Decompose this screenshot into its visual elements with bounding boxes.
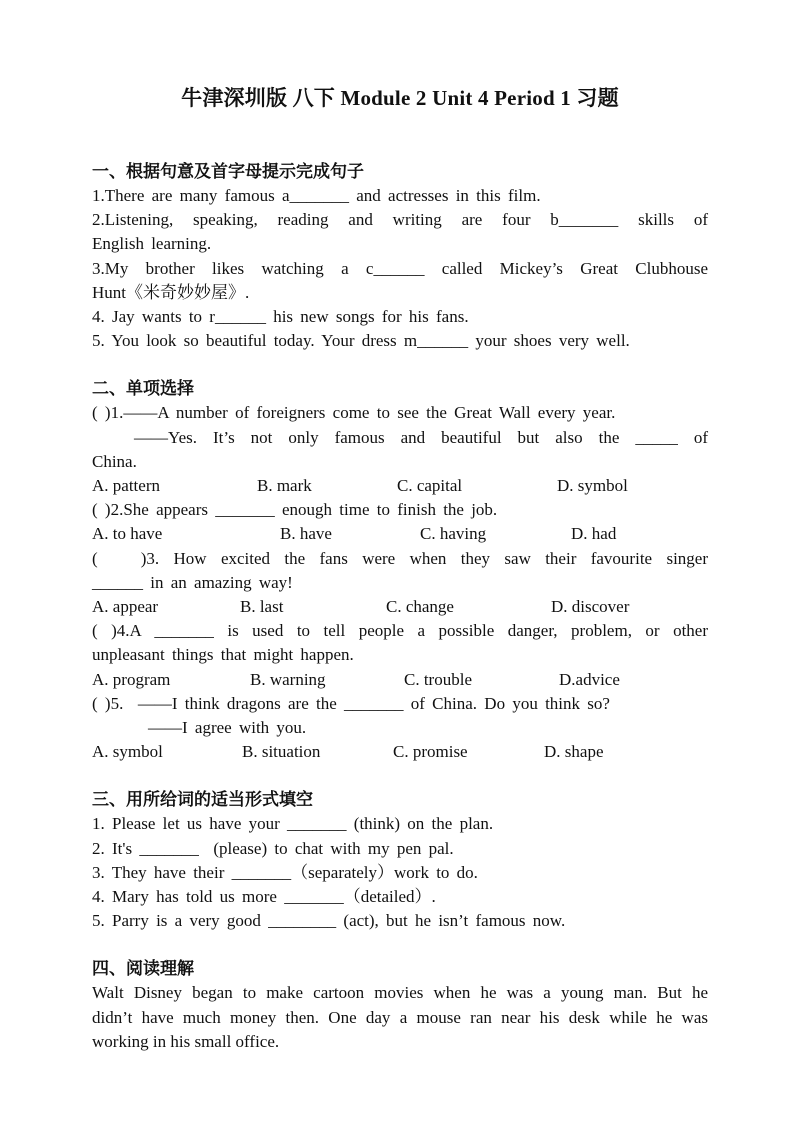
question-line: 1. Please let us have your _______ (think) on the plan. <box>92 814 494 834</box>
reading-passage-line: didn’t have much money then. One day a mouse ran near his desk while he was <box>92 1007 708 1027</box>
answer-options <box>92 595 708 619</box>
section-heading: 一、根据句意及首字母提示完成句子 <box>92 162 364 182</box>
option-d: D.advice <box>559 669 620 689</box>
option-c: C. having <box>420 524 487 544</box>
option-b: B. have <box>280 524 332 544</box>
question-line: 5. You look so beautiful today. Your dress m______ your shoes very well. <box>92 331 630 351</box>
answer-options <box>92 522 708 546</box>
option-c: C. promise <box>393 742 468 762</box>
option-a: A. to have <box>92 524 163 544</box>
question-line: ——I agree with you. <box>148 718 307 738</box>
option-b: B. last <box>240 597 284 617</box>
question-line: 3. They have their _______（separately）work to do. <box>92 862 478 882</box>
question-line: 4. Jay wants to r______ his new songs for his fans. <box>92 307 469 327</box>
question-line: ——Yes. It’s not only famous and beautiful but also the _____ of <box>134 427 708 447</box>
section-reading-comprehension <box>92 957 708 1054</box>
reading-passage-line: working in his small office. <box>92 1031 280 1051</box>
answer-options <box>92 668 708 692</box>
option-c: C. change <box>386 597 454 617</box>
option-d: D. had <box>571 524 617 544</box>
option-a: A. symbol <box>92 742 163 762</box>
question-line: 2. It's _______ (please) to chat with my pen pal. <box>92 838 454 858</box>
option-d: D. discover <box>551 597 630 617</box>
option-c: C. trouble <box>404 669 472 689</box>
section-sentence-completion <box>92 160 708 353</box>
question-line: English learning. <box>92 234 212 254</box>
question-line: 1.There are many famous a_______ and actresses in this film. <box>92 186 541 205</box>
section-heading: 二、单项选择 <box>92 379 194 400</box>
section-heading: 三、用所给词的适当形式填空 <box>92 790 313 811</box>
reading-passage-line: Walt Disney began to make cartoon movies when he was a young man. But he <box>92 983 708 1003</box>
option-b: B. situation <box>242 742 321 762</box>
answer-options <box>92 474 708 498</box>
option-c: C. capital <box>397 476 463 496</box>
question-line: ( )1.——A number of foreigners come to see the Great Wall every year. <box>92 403 616 423</box>
answer-options <box>92 740 708 764</box>
worksheet-page <box>92 82 708 1054</box>
question-line: ( )3. How excited the fans were when they saw their favourite singer <box>92 548 708 568</box>
question-line: 2.Listening, speaking, reading and writing are four b_______ skills of <box>92 210 708 230</box>
option-b: B. mark <box>257 476 312 496</box>
option-d: D. symbol <box>557 476 628 496</box>
question-line: ( )4.A _______ is used to tell people a possible danger, problem, or other <box>92 621 708 641</box>
question-line: Hunt《米奇妙妙屋》. <box>92 282 250 302</box>
question-line: China. <box>92 451 137 471</box>
question-line: 4. Mary has told us more _______（detailed）. <box>92 887 436 907</box>
question-line: 3.My brother likes watching a c______ called Mickey’s Great Clubhouse <box>92 258 708 278</box>
page-title: 牛津深圳版 八下 Module 2 Unit 4 Period 1 习题 <box>181 86 619 110</box>
option-a: A. program <box>92 669 171 689</box>
option-b: B. warning <box>250 669 326 689</box>
question-line: ( )2.She appears _______ enough time to finish the job. <box>92 500 498 520</box>
question-line: ______ in an amazing way! <box>92 572 293 592</box>
question-line: 5. Parry is a very good ________ (act), but he isn’t famous now. <box>92 911 566 931</box>
option-a: A. pattern <box>92 476 160 496</box>
question-line: ( )5. ——I think dragons are the _______ of China. Do you think so? <box>92 693 610 713</box>
section-multiple-choice <box>92 377 708 764</box>
option-d: D. shape <box>544 742 604 762</box>
question-line: unpleasant things that might happen. <box>92 645 354 665</box>
option-a: A. appear <box>92 597 159 617</box>
section-word-forms <box>92 788 708 933</box>
section-heading: 四、阅读理解 <box>92 959 194 980</box>
